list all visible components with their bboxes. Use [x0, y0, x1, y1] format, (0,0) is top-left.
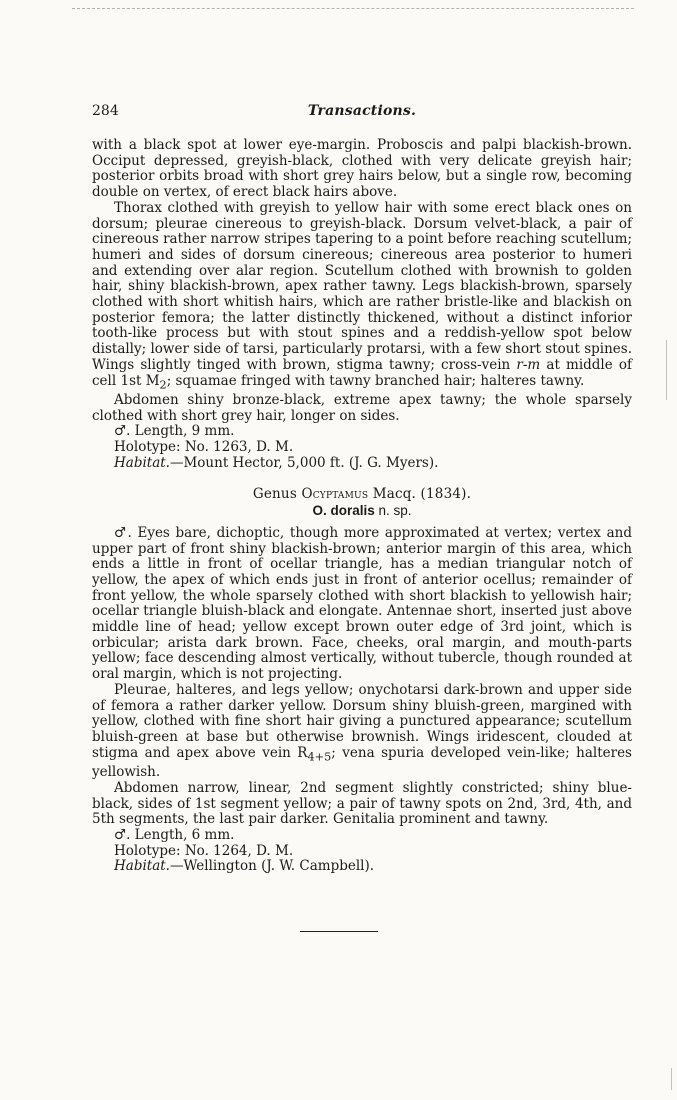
- entry2-length: ♂. Length, 6 mm.: [114, 826, 235, 843]
- entry2-thorax-paragraph: [92, 683, 632, 781]
- entry1-habitat-text: —Mount Hector, 5,000 ft. (J. G. Myers).: [169, 454, 439, 471]
- page-header: [92, 103, 632, 123]
- entry1-holotype: Holotype: No. 1263, D. M.: [114, 439, 294, 456]
- entry2-thorax-text-2: ; vena spuria developed vein-like; halteres yellowish.: [92, 744, 632, 781]
- entry2-vein-subscript: 4+5: [307, 750, 332, 764]
- entry1-habitat: [92, 456, 632, 472]
- running-title: Transactions.: [307, 103, 417, 119]
- entry1-abdomen-paragraph: Abdomen shiny bronze-black, extreme apex tawny; the whole sparsely clothed with short grey hair, longer on sides.: [92, 391, 632, 424]
- entry1-thorax-text-3: ; squamae fringed with tawny branched hair; halteres tawny.: [166, 372, 585, 389]
- entry2-habitat: [92, 859, 632, 875]
- entry2-head-paragraph: ♂. Eyes bare, dichoptic, though more approximated at vertex; vertex and upper part of front shiny blackish-brown; anterior margin of this area, which ends a little in front of ocellar triangle, has a median triangular notch of yellow, the apex of which ends just in front of anterior ocellus; remainder of front yellow, the whole sparsely clothed with short blackish to yellowish hair; ocellar triangle bluish-black and elongate. Antennae short, inserted just above middle line of head; yellow except brown outer edge of 3rd joint, which is orbicular; arista dark brown. Face, cheeks, oral margin, and mouth-parts yellow; face descending almost vertically, without tubercle, though rounded at oral margin, which is not projecting.: [92, 524, 632, 683]
- genus-heading: [92, 487, 632, 503]
- end-rule: [300, 931, 378, 932]
- scan-edge-mark: [666, 340, 667, 400]
- page-number: 284: [92, 103, 119, 119]
- entry1-thorax-paragraph: [92, 201, 632, 393]
- scan-edge-mark-bottom: [671, 1068, 672, 1090]
- entry1-thorax-text: Thorax clothed with greyish to yellow hair with some erect black ones on dorsum; pleurae cinereous to greyish-black. Dorsum velvet-black, a pair of cinereous rather narrow stripes tapering to a point before reaching scutellum; humeri and sides of dorsum cinereous; cinereous area posterior to humeri and extending over alar region. Scutellum clothed with brownish to golden hair, shiny blackish-brown, apex rather tawny. Legs blackish-brown, sparsely clothed with short whitish hairs, which are rather bristle-like and blackish on posterior femora; the latter distinctly thickened, without a distinct inforior tooth-like process but with stout spines and a reddish-yellow spot below distally; lower side of tarsi, particularly protarsi, with a few short stout spines. Wings slightly tinged with brown, stigma tawny; cross-vein: [92, 199, 632, 373]
- species-status: n. sp.: [378, 503, 412, 519]
- entry1-crossvein-label: r-m: [516, 356, 541, 373]
- genus-author: Macq. (1834).: [372, 486, 472, 503]
- entry1-vein-subscript: 2: [159, 378, 167, 392]
- entry2-thorax-text: Pleurae, halteres, and legs yellow; onychotarsi dark-brown and upper side of femora a rather darker yellow. Dorsum shiny bluish-green, margined with yellow, clothed with fine short hair giving a punctured appearance; scutellum bluish-green at base but otherwise brownish. Wings iridescent, clouded at stigma and apex above vein R: [92, 681, 632, 761]
- entry1-thorax-text-2: at middle of cell 1st M: [92, 356, 632, 389]
- top-scan-rule: [72, 8, 634, 9]
- genus-prefix: Genus: [252, 486, 297, 503]
- entry2-habitat-text: —Wellington (J. W. Campbell).: [169, 858, 375, 875]
- species-heading: [92, 503, 632, 519]
- page-body: [92, 138, 632, 875]
- entry2-habitat-label: Habitat.: [114, 858, 170, 875]
- entry2-holotype: Holotype: No. 1264, D. M.: [114, 842, 294, 859]
- species-name: O. doralis: [312, 503, 375, 519]
- entry1-head-paragraph: with a black spot at lower eye-margin. Proboscis and palpi blackish-brown. Occiput depressed, greyish-black, clothed with very delicate greyish hair; posterior orbits broad with short grey hairs below, but a single row, becoming double on vertex, of erect black hairs above.: [92, 137, 632, 201]
- entry1-habitat-label: Habitat.: [114, 454, 170, 471]
- entry1-length: ♂. Length, 9 mm.: [114, 423, 235, 440]
- genus-name: Ocyptamus: [301, 486, 369, 503]
- entry2-abdomen-paragraph: Abdomen narrow, linear, 2nd segment slightly constricted; shiny blue-black, sides of 1st segment yellow; a pair of tawny spots on 2nd, 3rd, 4th, and 5th segments, the last pair darker. Genitalia prominent and tawny.: [92, 779, 632, 828]
